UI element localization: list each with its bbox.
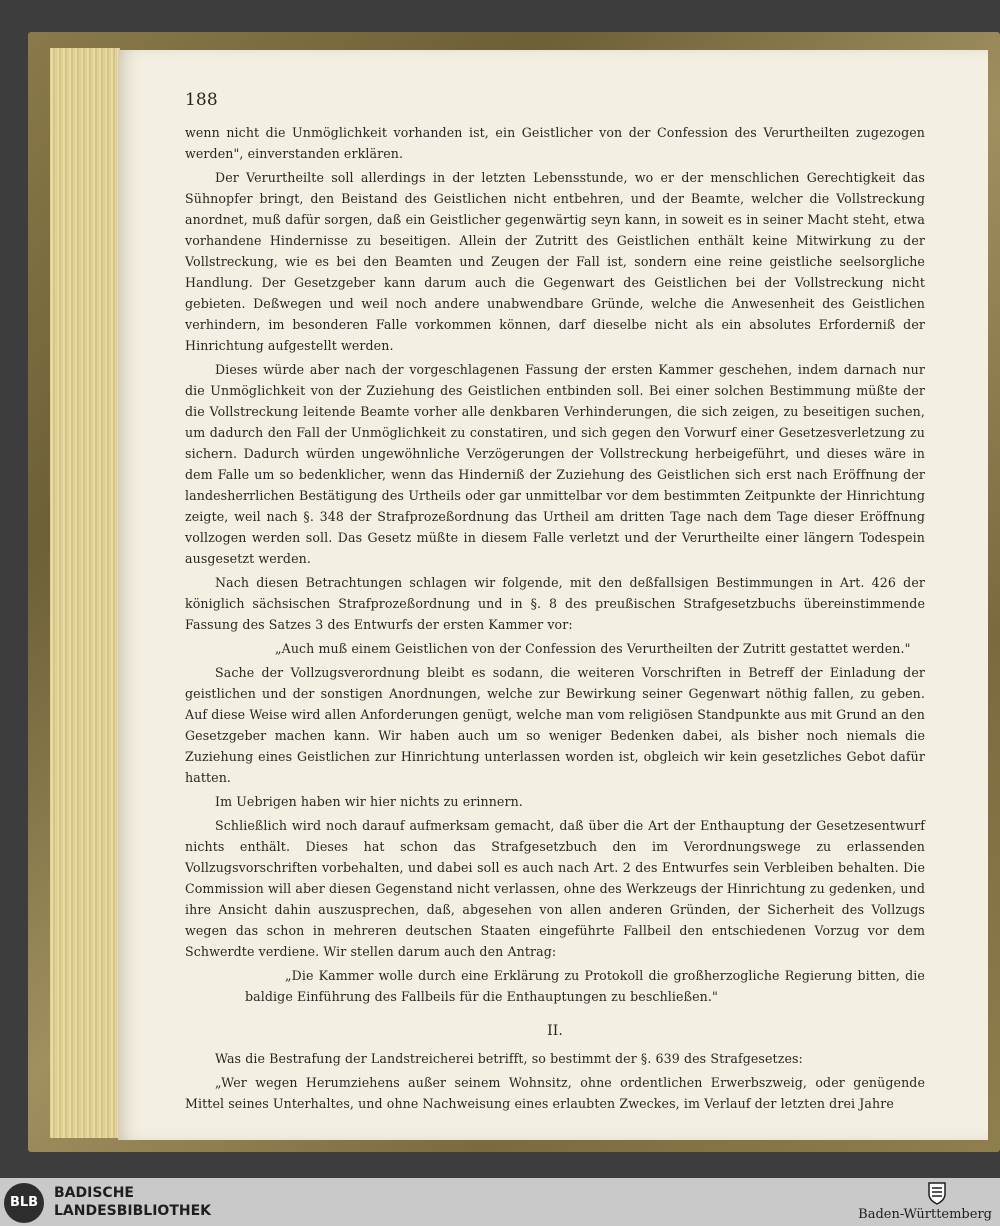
state-crest-icon bbox=[926, 1181, 948, 1205]
paragraph-7: Schließlich wird noch darauf aufmerksam gemacht, daß über die Art der Enthauptung der Gesetzesentwurf nichts enthält. Dieses hat schon das Strafgesetzbuch den im Verordnungswege zu erlassenden Vollzugsvorschriften vorbehalten, und dabei soll es auch nach Art. 2 des Entwurfes sein Verbleiben behalten. Die Commission will aber diesen Gegenstand nicht verlassen, ohne des Werkzeugs der Hinrichtung zu gedenken, und ihre Ansicht dahin auszusprechen, daß, abgesehen von allen anderen Gründen, der Sicherheit des Vollzugs wegen das schon in mehreren deutschen Staaten eingeführte Fallbeil den entschiedenen Vorzug vor dem Schwerdte verdiene. Wir stellen darum auch den Antrag: bbox=[185, 818, 925, 959]
paragraph-9: „Wer wegen Herumziehens außer seinem Wohnsitz, ohne ordentlichen Erwerbszweig, oder genügende Mittel seines Unterhaltes, und ohne Nachweisung eines erlaubten Zweckes, im Verlauf der letzten drei Jahre bbox=[185, 1075, 925, 1111]
state-name[interactable]: Baden-Württemberg bbox=[858, 1207, 992, 1222]
library-name[interactable] bbox=[54, 1184, 211, 1220]
paragraph-1: wenn nicht die Unmöglichkeit vorhanden ist, ein Geistlicher von der Confession des Verurtheilten zugezogen werden", einverstanden erklären. bbox=[185, 125, 925, 161]
footer-bar bbox=[0, 1178, 1000, 1226]
paragraph-4: Nach diesen Betrachtungen schlagen wir folgende, mit den deßfallsigen Bestimmungen in Art. 426 der königlich sächsischen Strafprozeßordnung und in §. 8 des preußischen Strafgesetzbuchs übereinstimmende Fassung des Satzes 3 des Entwurfs der ersten Kammer vor: bbox=[185, 575, 925, 632]
paragraph-6: Im Uebrigen haben wir hier nichts zu erinnern. bbox=[215, 794, 523, 809]
library-name-line-2: LANDESBIBLIOTHEK bbox=[54, 1203, 212, 1219]
page-number: 188 bbox=[185, 90, 218, 110]
page-block-edge bbox=[50, 48, 120, 1138]
section-heading: II. bbox=[547, 1023, 563, 1039]
paragraph-5: Sache der Vollzugsverordnung bleibt es sodann, die weiteren Vorschriften in Betreff der Einladung der geistlichen und der sonstigen Anordnungen, welche zur Bewirkung seiner Gegenwart nöthig fallen, zu geben. Auf diese Weise wird allen Anforderungen genügt, welche man vom religiösen Standpunkte aus mit Grund an den Gesetzgeber machen kann. Wir haben auch um so weniger Bedenken dabei, als bisher noch niemals die Zuziehung eines Geistlichen zur Hinrichtung unterlassen worden ist, obgleich wir kein gesetzliches Gebot dafür hatten. bbox=[185, 665, 925, 785]
library-name-line-1: BADISCHE bbox=[54, 1185, 134, 1201]
quote-motion: „Die Kammer wolle durch eine Erklärung zu Protokoll die großherzogliche Regierung bitten, die baldige Einführung des Fallbeils für die Enthauptungen zu beschließen." bbox=[245, 968, 925, 1004]
paragraph-2: Der Verurtheilte soll allerdings in der letzten Lebensstunde, wo er der menschlichen Gerechtigkeit das Sühnopfer bringt, den Beistand des Geistlichen nicht entbehren, und der Beamte, welcher die Vollstreckung anordnet, muß dafür sorgen, daß ein Geistlicher gegenwärtig seyn kann, in soweit es in seiner Macht steht, etwa vorhandene Hindernisse zu beseitigen. Allein der Zutritt des Geistlichen enthält keine Mitwirkung zu der Vollstreckung, wie es bei den Beamten und Zeugen der Fall ist, sondern eine reine geistliche seelsorgliche Handlung. Der Gesetzgeber kann darum auch die Gegenwart des Geistlichen bei der Vollstreckung nicht gebieten. Deßwegen und weil noch andere unabwendbare Gründe, welche die Anwesenheit des Geistlichen verhindern, im besonderen Falle vorkommen können, darf dieselbe nicht als ein absolutes Erforderniß der Hinrichtung aufgestellt werden. bbox=[185, 170, 925, 353]
paragraph-3: Dieses würde aber nach der vorgeschlagenen Fassung der ersten Kammer geschehen, indem darnach nur die Unmöglichkeit von der Zuziehung des Geistlichen entbinden soll. Bei einer solchen Bestimmung müßte der die Vollstreckung leitende Beamte vorher alle denkbaren Verhinderungen, die sich zeigen, zu beseitigen suchen, um dadurch den Fall der Unmöglichkeit zu constatiren, und sich gegen den Vorwurf einer Gesetzesverletzung zu sichern. Dadurch würden ungewöhnliche Verzögerungen der Vollstreckung herbeigeführt, und dieses wäre in dem Falle um so bedenklicher, wenn das Hinderniß der Zuziehung des Geistlichen sich erst nach Eröffnung der landesherrlichen Bestätigung des Urtheils oder gar unmittelbar vor dem bestimmten Zeitpunkte der Hinrichtung zeigte, weil nach §. 348 der Strafprozeßordnung das Urtheil am dritten Tage nach dem Tage dieser Eröffnung vollzogen werden soll. Das Gesetz müßte in diesem Falle verletzt und der Verurtheilte einer längern Todespein ausgesetzt werden. bbox=[185, 362, 925, 566]
book-page bbox=[118, 50, 988, 1140]
paragraph-8: Was die Bestrafung der Landstreicherei betrifft, so bestimmt der §. 639 des Strafgesetzes: bbox=[215, 1051, 803, 1066]
quote-clause: „Auch muß einem Geistlichen von der Confession des Verurtheilten der Zutritt gestattet werden." bbox=[275, 641, 911, 656]
blb-logo-icon[interactable]: BLB bbox=[4, 1183, 44, 1223]
page-text-block bbox=[185, 90, 925, 1114]
